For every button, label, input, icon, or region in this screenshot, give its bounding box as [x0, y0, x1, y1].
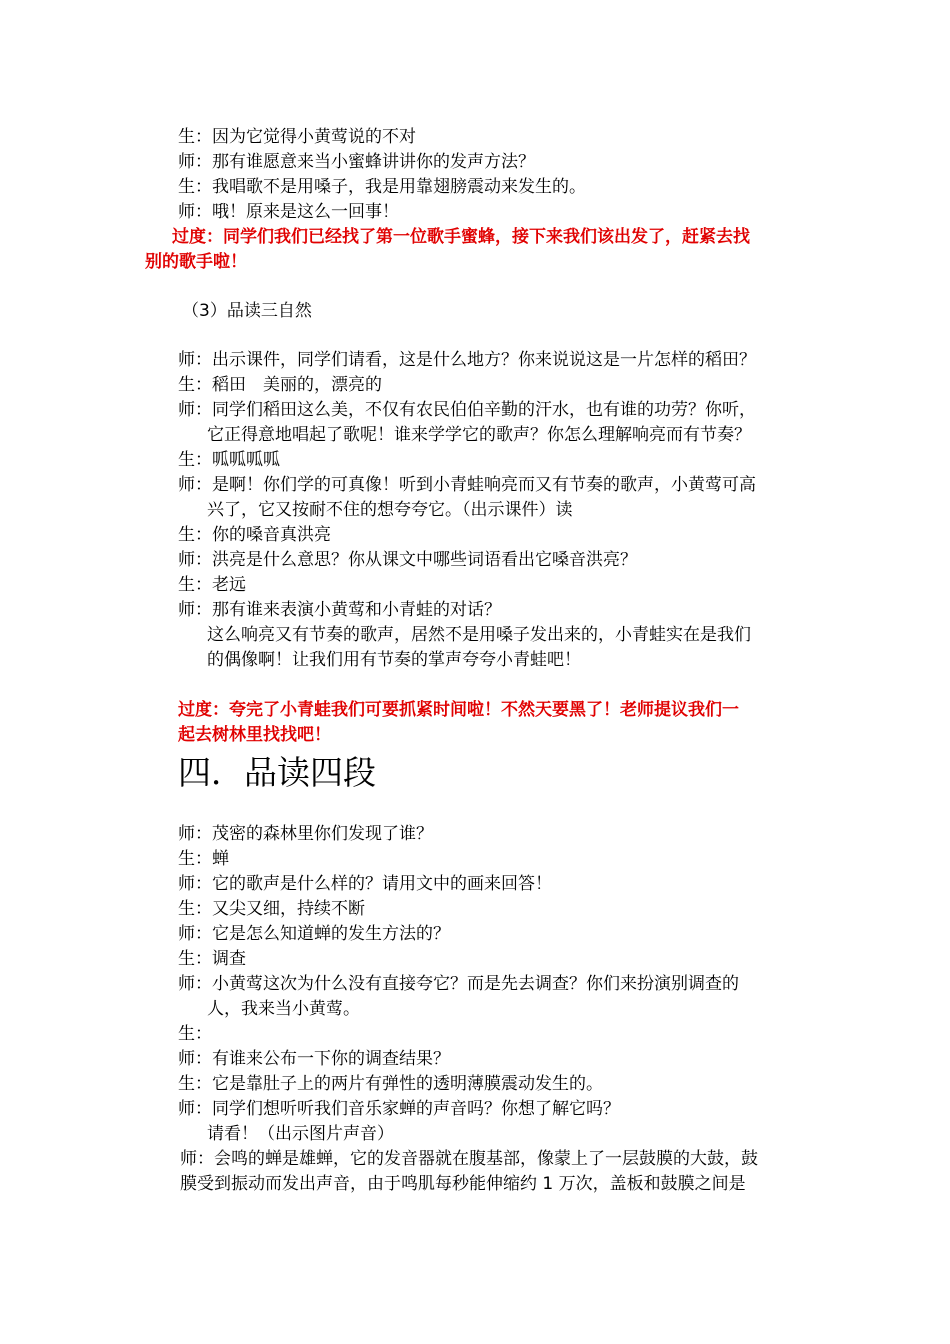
dialogue-line: 生：你的嗓音真洪亮 — [178, 525, 331, 545]
dialogue-line: 师：那有谁来表演小黄莺和小青蛙的对话？ — [178, 600, 501, 620]
dialogue-line: 师：同学们稻田这么美，不仅有农民伯伯辛勤的汗水，也有谁的功劳？你听， — [178, 400, 756, 420]
dialogue-line: 师：出示课件，同学们请看，这是什么地方？你来说说这是一片怎样的稻田？ — [178, 350, 756, 370]
transition-line: 起去树林里找找吧！ — [178, 725, 331, 745]
section-subtitle: （3）品读三自然 — [182, 301, 312, 321]
dialogue-line: 生：又尖又细，持续不断 — [178, 899, 365, 919]
dialogue-line: 师：同学们想听听我们音乐家蝉的声音吗？你想了解它吗？ — [178, 1099, 620, 1119]
dialogue-line: 师：它的歌声是什么样的？请用文中的画来回答！ — [178, 874, 552, 894]
dialogue-line: 生：它是靠肚子上的两片有弹性的透明薄膜震动发生的。 — [178, 1074, 603, 1094]
dialogue-line: 生：呱呱呱呱 — [178, 450, 280, 470]
section-heading: 四．品读四段 — [178, 753, 376, 792]
dialogue-line: 生：蝉 — [178, 849, 229, 869]
dialogue-line: 生：因为它觉得小黄莺说的不对 — [178, 127, 416, 147]
dialogue-line: 师：洪亮是什么意思？你从课文中哪些词语看出它嗓音洪亮？ — [178, 550, 637, 570]
dialogue-line: 师：那有谁愿意来当小蜜蜂讲讲你的发声方法？ — [178, 152, 535, 172]
dialogue-line: 师：会鸣的蝉是雄蝉，它的发音器就在腹基部，像蒙上了一层鼓膜的大鼓，鼓 — [180, 1149, 758, 1169]
dialogue-line: 生：调查 — [178, 949, 246, 969]
dialogue-line: 师：小黄莺这次为什么没有直接夸它？而是先去调查？你们来扮演别调查的 — [178, 974, 739, 994]
dialogue-line: 生：稻田 美丽的，漂亮的 — [178, 375, 382, 395]
dialogue-line: 师：是啊！你们学的可真像！听到小青蛙响亮而又有节奏的歌声，小黄莺可高 — [178, 475, 756, 495]
dialogue-line: 的偶像啊！让我们用有节奏的掌声夸夸小青蛙吧！ — [207, 650, 581, 670]
dialogue-line: 生： — [178, 1024, 212, 1044]
transition-line: 别的歌手啦！ — [145, 252, 247, 272]
dialogue-line: 人，我来当小黄莺。 — [207, 999, 360, 1019]
dialogue-line: 它正得意地唱起了歌呢！谁来学学它的歌声？你怎么理解响亮而有节奏？ — [207, 425, 751, 445]
dialogue-line: 师：有谁来公布一下你的调查结果？ — [178, 1049, 450, 1069]
dialogue-line: 生：老远 — [178, 575, 246, 595]
transition-line: 过度：同学们我们已经找了第一位歌手蜜蜂，接下来我们该出发了，赶紧去找 — [172, 227, 750, 247]
dialogue-line: 生：我唱歌不是用嗓子，我是用靠翅膀震动来发生的。 — [178, 177, 586, 197]
transition-line: 过度：夸完了小青蛙我们可要抓紧时间啦！不然天要黑了！老师提议我们一 — [178, 700, 739, 720]
dialogue-line: 这么响亮又有节奏的歌声，居然不是用嗓子发出来的，小青蛙实在是我们 — [207, 625, 751, 645]
dialogue-line: 兴了，它又按耐不住的想夸夸它。（出示课件）读 — [207, 500, 573, 520]
dialogue-line: 师：茂密的森林里你们发现了谁？ — [178, 824, 433, 844]
dialogue-line: 师：它是怎么知道蝉的发生方法的？ — [178, 924, 450, 944]
dialogue-line: 师：哦！原来是这么一回事！ — [178, 202, 399, 222]
dialogue-line: 膜受到振动而发出声音，由于鸣肌每秒能伸缩约 1 万次，盖板和鼓膜之间是 — [180, 1174, 746, 1194]
dialogue-line: 请看！（出示图片声音） — [207, 1124, 394, 1144]
